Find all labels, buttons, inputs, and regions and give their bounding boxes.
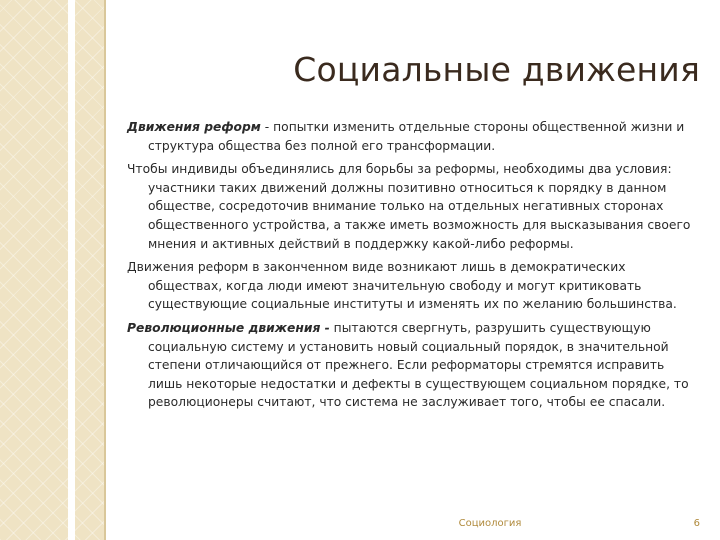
term-reform-movements: Движения реформ xyxy=(127,120,261,134)
paragraph-text: - попытки изменить отдельные стороны общественной жизни и структура общества без полной его трансформации. xyxy=(148,120,685,153)
term-revolutionary-movements: Революционные движения - xyxy=(127,320,330,335)
slide-title: Социальные движения xyxy=(293,50,700,89)
paragraph-revolutionary-movements xyxy=(127,319,697,412)
paragraph-conditions xyxy=(127,160,697,253)
sidebar-edge xyxy=(104,0,106,540)
sidebar-stripe xyxy=(68,0,75,540)
slide-body xyxy=(127,118,697,417)
footer-subject: Социология xyxy=(458,518,522,529)
paragraph-democratic-societies xyxy=(127,258,697,314)
decorative-sidebar xyxy=(0,0,106,540)
paragraph-text: Движения реформ в законченном виде возникают лишь в демократических обществах, когда люди имеют значительную свободу и могут критиковать существующие социальные институты и изменять их по желанию большинства. xyxy=(127,260,677,312)
paragraph-reform-movements xyxy=(127,118,697,155)
footer-page-number: 6 xyxy=(693,518,700,529)
paragraph-text: Чтобы индивиды объединялись для борьбы за реформы, необходимы два условия: участники таких движений должны позитивно относиться к порядку в данном обществе, сосредоточив внимание только на отдельных негативных сторонах общественного устройства, а также иметь возможность для высказывания своего мнения и активных действий в поддержку какой-либо реформы. xyxy=(127,162,691,251)
paragraph-text: пытаются свергнуть, разрушить существующую социальную систему и установить новый социальный порядок, в значительной степени отличающийся от прежнего. Если реформаторы стремятся исправить лишь некоторые недостатки и дефекты в существующем социальном порядке, то революционеры считают, что система не заслуживает того, чтобы ее спасали. xyxy=(148,320,689,410)
